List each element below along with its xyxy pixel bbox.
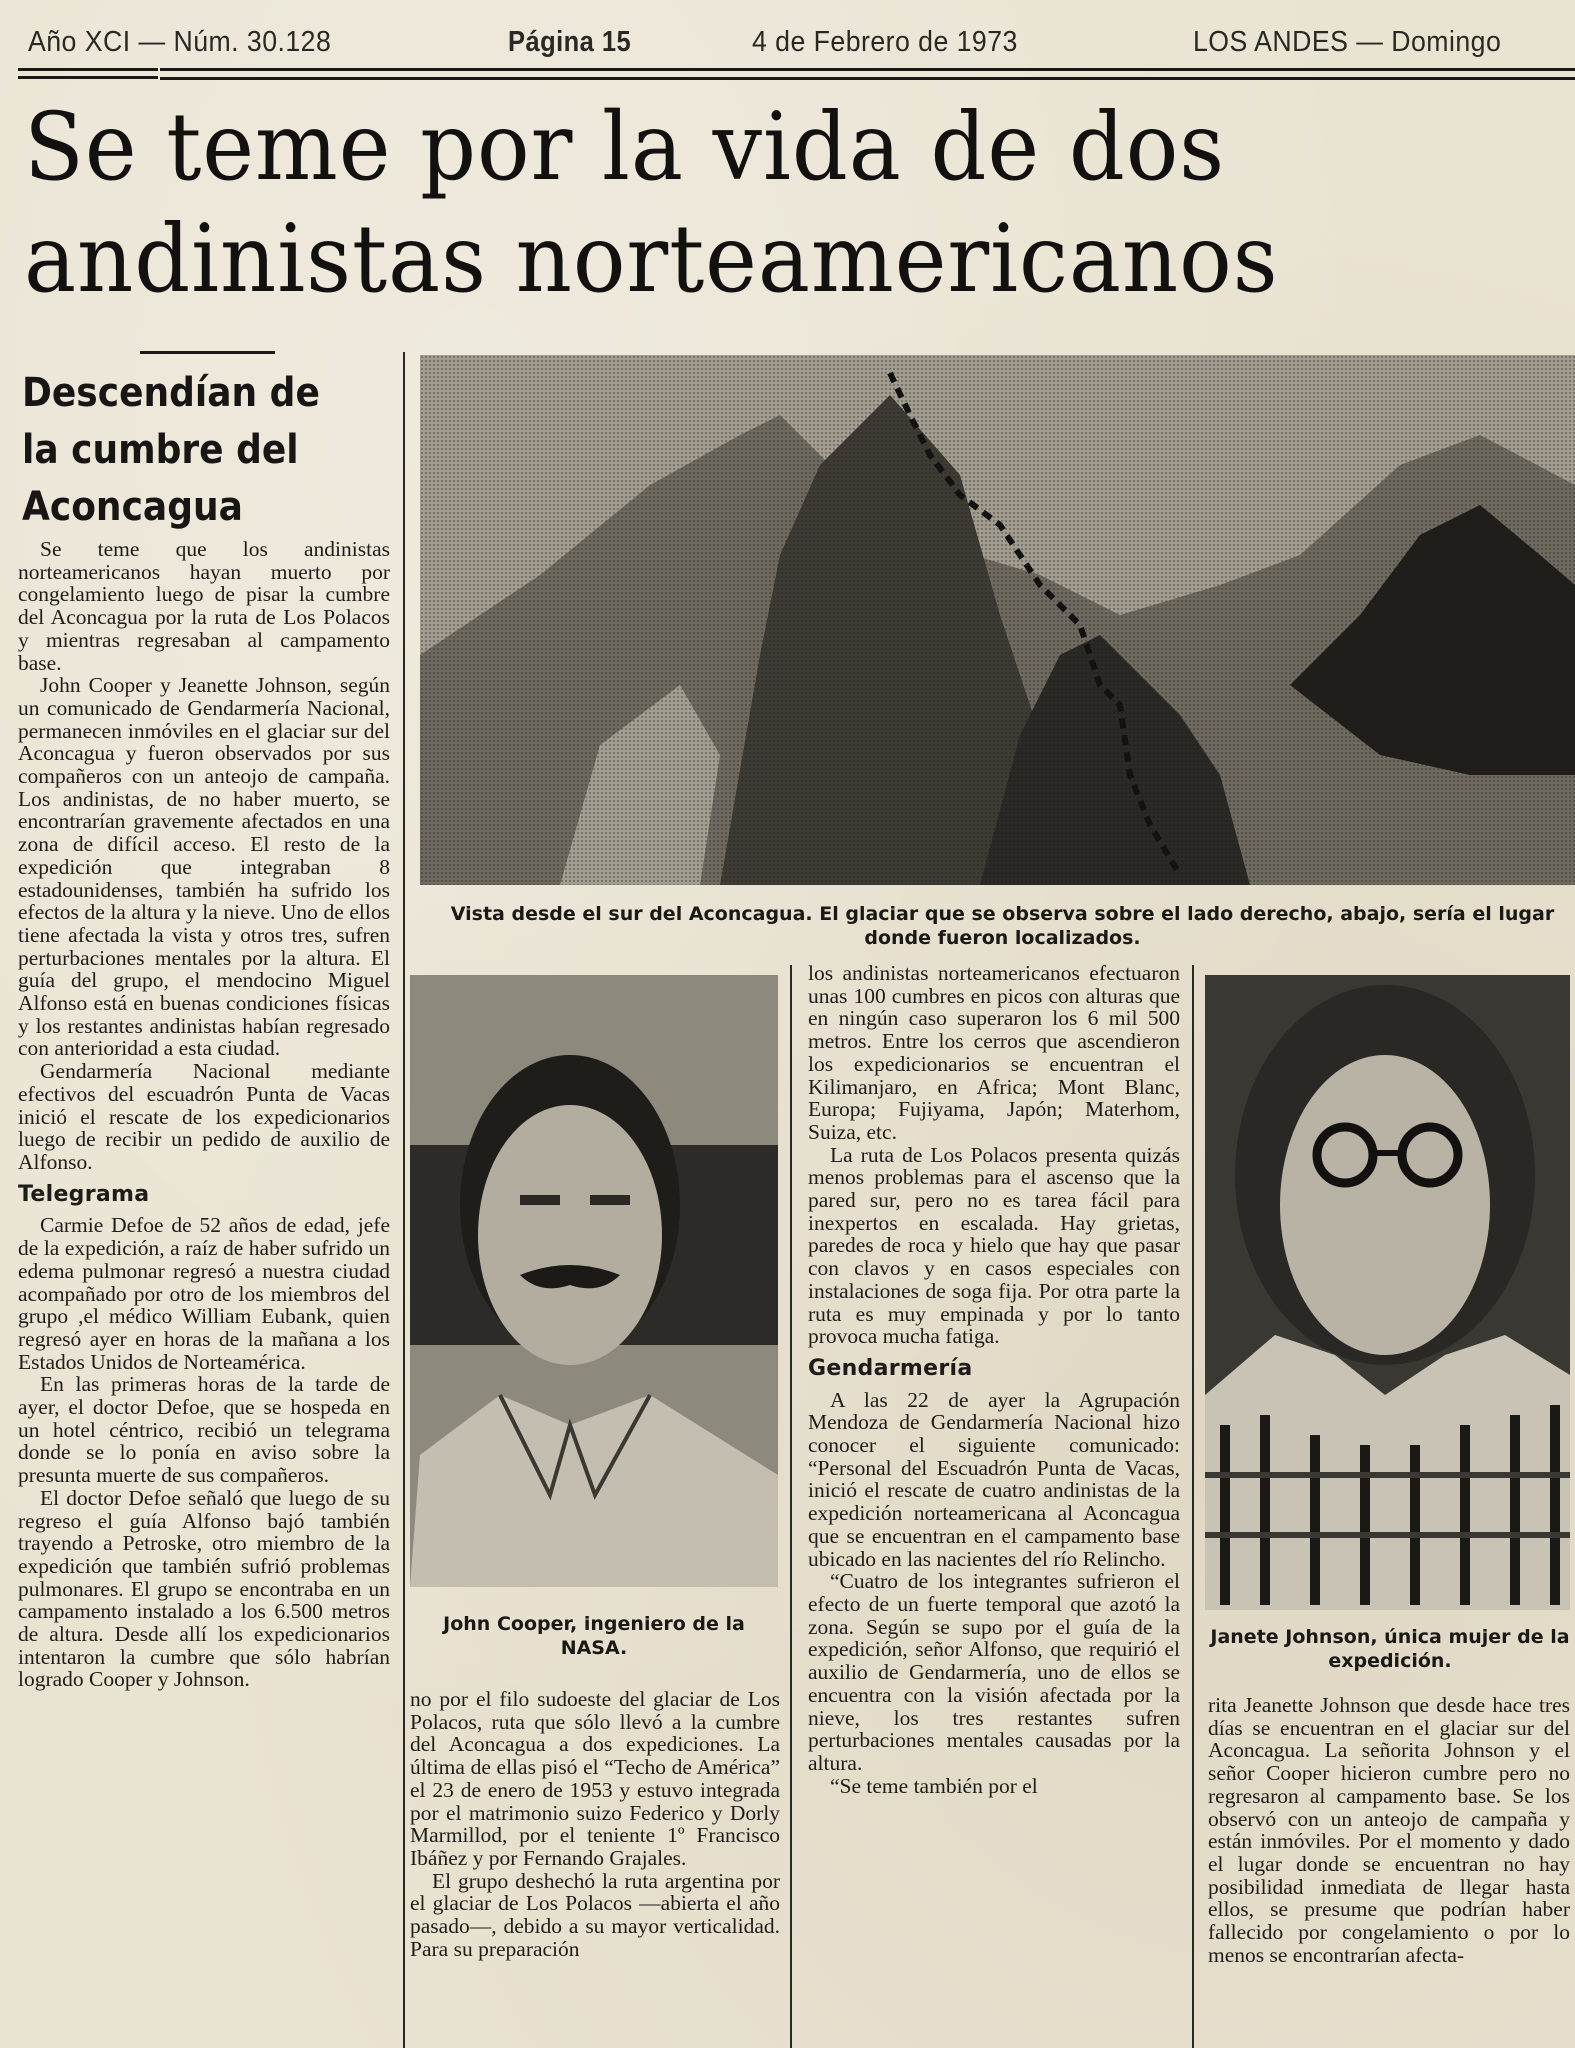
column-divider: [1192, 965, 1194, 2048]
mountain-photo-caption: Vista desde el sur del Aconcagua. El glaciar que se observa sobre el lado derecho, abajo, sería el lugar donde fueron localizados.: [450, 903, 1555, 949]
paragraph: los andinistas norteamericanos efectuaron unas 100 cumbres en picos con alturas que en ningún caso superaron los 6 mil 500 metros. Entre los cerros que ascendieron los expedicionarios se encuentran el Kilimanjaro, en Africa; Mont Blanc, Europa; Fujiyama, Japón; Materhom, Suiza, etc.: [808, 961, 1180, 1144]
paragraph: Se teme que los andinistas norteamericanos hayan muerto por congelamiento luego de pisar la cumbre del Aconcagua por la ruta de Los Polacos y mientras regresaban al campamento base.: [18, 537, 390, 675]
subhead-rule: [140, 351, 275, 354]
subheadline: [22, 365, 328, 536]
headline-line-2: andinistas norteamericanos: [24, 205, 1279, 314]
subhead-line-3: Aconcagua: [22, 484, 243, 530]
subhead-line-1: Descendían de: [22, 370, 320, 416]
page-number: Página 15: [508, 26, 632, 58]
aconcagua-mountain-image: [420, 355, 1575, 885]
article-column-1: [18, 538, 390, 1691]
mountain-photo: [420, 355, 1575, 885]
issue-number: Año XCI — Núm. 30.128: [28, 26, 332, 58]
headline-line-1: Se teme por la vida de dos: [24, 93, 1226, 202]
janete-johnson-caption: Janete Johnson, única mujer de la expedición.: [1210, 1626, 1570, 1672]
masthead: [28, 18, 1575, 58]
portrait-janete-johnson: [1205, 975, 1570, 1610]
paragraph: John Cooper y Jeanette Johnson, según un comunicado de Gendarmería Nacional, permanecen inmóviles en el glaciar sur del Aconcagua y fueron observados por sus compañeros con un anteojo de campaña. Los andinistas, de no haber muerto, se encontrarían gravemente afectados en una zona de difícil acceso. El resto de la expedición que integraban 8 estadounidenses, también ha sufrido los efectos de la altura y la nieve. Uno de ellos tiene afectada la vista y otros tres, sufren perturbaciones mentales por la altura. El guía del grupo, el mendocino Miguel Alfonso está en buenas condiciones físicas y los restantes andinistas habían regresado con anterioridad a esta ciudad.: [18, 673, 390, 1061]
section-heading-gendarmeria: Gendarmería: [808, 1355, 973, 1381]
section-heading-telegrama: Telegrama: [18, 1181, 150, 1207]
john-cooper-photo: [410, 975, 778, 1587]
column-divider: [403, 352, 405, 2048]
paragraph: no por el filo sudoeste del glaciar de Los Polacos, ruta que sólo llevó a la cumbre del Aconcagua a dos expediciones. La última de ellas pisó el “Techo de América” el 23 de enero de 1953 y estuvo integrada por el matrimonio suizo Federico y Dorly Marmillod, por el teniente 1º Francisco Ibáñez y por Fernando Grajales.: [410, 1687, 780, 1870]
article-column-4: [1208, 1694, 1570, 1966]
newspaper-name: LOS ANDES — Domingo: [1193, 26, 1502, 58]
paragraph: El grupo deshechó la ruta argentina por el glaciar de Los Polacos —abierta el año pasado—, debido a su mayor verticalidad. Para su preparación: [410, 1868, 780, 1961]
publication-date: 4 de Febrero de 1973: [752, 26, 1018, 58]
masthead-rule: [18, 68, 158, 71]
paragraph: A las 22 de ayer la Agrupación Mendoza de Gendarmería Nacional hizo conocer el siguiente comunicado: “Personal del Escuadrón Punta de Vacas, inició el rescate de cuatro andinistas de la expedición norteamericana al Aconcagua que se encuentran en el campamento base ubicado en las nacientes del río Relincho.: [808, 1387, 1180, 1571]
subhead-line-2: la cumbre del: [22, 427, 299, 473]
paragraph: rita Jeanette Johnson que desde hace tres días se encuentran en el glaciar sur del Aconcagua. La señorita Johnson y el señor Cooper hicieron cumbre pero no regresaron al campamento base. Se los observó con un anteojo de campaña y están inmóviles. Por el momento y dado el lugar donde se encuentran no hay posibilidad inmediata de llegar hasta ellos, se presume que podrían haber fallecido por congelamiento o por lo menos se encontrarían afecta-: [1208, 1693, 1570, 1967]
portrait-john-cooper: [410, 975, 778, 1587]
masthead-rule: [160, 77, 1575, 80]
john-cooper-caption: John Cooper, ingeniero de la NASA.: [443, 1613, 745, 1659]
masthead-rule: [160, 68, 1575, 71]
paragraph: En las primeras horas de la tarde de ayer, el doctor Defoe, que se hospeda en un hotel céntrico, recibió un telegrama donde se lo ponía en aviso sobre la presunta muerte de sus compañeros.: [18, 1372, 390, 1488]
paragraph: “Se teme también por el: [830, 1773, 1038, 1798]
article-column-3: [808, 962, 1180, 1797]
paragraph: La ruta de Los Polacos presenta quizás menos problemas para el ascenso que la pared sur, pero no es tarea fácil para inexpertos en escalada. Hay grietas, paredes de roca y hielo que hay que pasar con clavos y en casos especiales con instalaciones de soga fija. Por otra parte la ruta es muy empinada y por lo tanto provoca mucha fatiga.: [808, 1142, 1180, 1349]
paragraph: El doctor Defoe señaló que luego de su regreso el guía Alfonso bajó también trayendo a Petroske, otro miembro de la expedición que también sufrió problemas pulmonares. El grupo se encontraba en un campamento instalado a los 6.500 metros de altura. Desde allí los expedicionarios intentaron la cumbre que sólo habrían logrado Cooper y Johnson.: [18, 1485, 390, 1692]
paragraph: Gendarmería Nacional mediante efectivos del escuadrón Punta de Vacas inició el rescate de los expedicionarios luego de recibir un pedido de auxilio de Alfonso.: [18, 1059, 390, 1174]
paragraph: Carmie Defoe de 52 años de edad, jefe de la expedición, a raíz de haber sufrido un edema pulmonar regresó a nuestra ciudad acompañado por otro de los miembros del grupo ,el médico William Eubank, quien regresó ayer en horas de la mañana a los Estados Unidos de Norteamérica.: [18, 1213, 390, 1374]
column-divider: [790, 965, 792, 2048]
janete-johnson-photo: [1205, 975, 1570, 1610]
masthead-rule: [18, 76, 158, 79]
headline: [24, 92, 1373, 316]
paragraph: “Cuatro de los integrantes sufrieron el efecto de un fuerte temporal que azotó la zona. Según se supo por el guía de la expedición, señor Alfonso, que requirió el auxilio de Gendarmería, uno de ellos se encuentra con la visión afectada por la nieve, los tres restantes sufren perturbaciones mentales causadas por la altura.: [808, 1569, 1180, 1775]
article-column-2: [410, 1688, 780, 1960]
